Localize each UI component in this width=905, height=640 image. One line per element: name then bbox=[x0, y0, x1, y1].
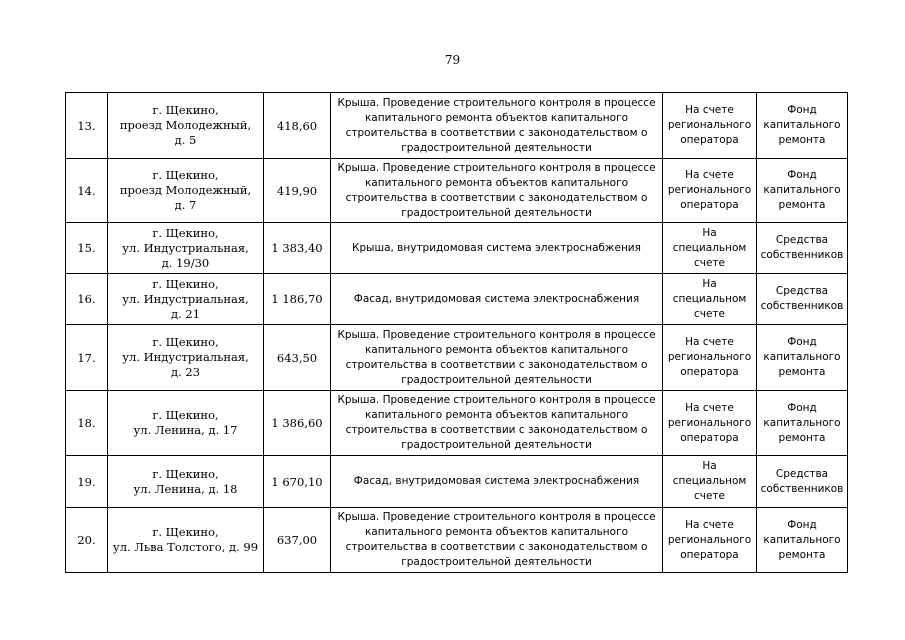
funding-source-cell bbox=[757, 508, 848, 573]
funding-line: ремонта bbox=[778, 199, 826, 211]
work-type-line: Крыша. Проведение строительного контроля в процессе bbox=[337, 511, 656, 523]
address-line: г. Щекино, bbox=[152, 525, 219, 539]
funding-line: ремонта bbox=[778, 134, 826, 146]
address-line: проезд Молодежный, bbox=[119, 183, 252, 197]
funding-source-cell bbox=[757, 391, 848, 456]
account-cell bbox=[663, 325, 757, 391]
address-cell bbox=[108, 274, 264, 325]
table-row bbox=[66, 391, 848, 456]
work-type-line: Крыша. Проведение строительного контроля в процессе bbox=[337, 328, 656, 341]
work-type-line: капитального ремонта объектов капитального bbox=[364, 526, 629, 538]
account-cell bbox=[663, 93, 757, 159]
address-cell bbox=[108, 508, 264, 573]
work-type-line: градостроительной деятельности bbox=[401, 373, 592, 386]
address-line: проезд Молодежный, bbox=[119, 118, 252, 132]
account-line: На bbox=[702, 277, 717, 290]
work-type-line: капитального ремонта объектов капитального bbox=[364, 409, 629, 421]
area-cell: 1 670,10 bbox=[264, 456, 331, 508]
area-cell: 1 386,60 bbox=[264, 391, 331, 456]
area-cell: 419,90 bbox=[264, 159, 331, 223]
funding-line: Средства bbox=[775, 234, 829, 246]
funding-line: Средства bbox=[775, 467, 829, 480]
account-line: оператора bbox=[680, 431, 739, 444]
account-line: оператора bbox=[680, 548, 739, 561]
funding-line: Фонд bbox=[787, 336, 817, 348]
funding-line: капитального bbox=[763, 416, 841, 429]
account-line: оператора bbox=[680, 199, 739, 211]
address-line: ул. Индустриальная, bbox=[122, 350, 249, 364]
work-type-cell bbox=[331, 223, 663, 274]
funding-line: ремонта bbox=[778, 548, 826, 561]
address-cell bbox=[108, 456, 264, 508]
address-line: д. 23 bbox=[170, 365, 201, 379]
address-cell bbox=[108, 325, 264, 391]
address-cell bbox=[108, 223, 264, 274]
funding-source-cell bbox=[757, 456, 848, 508]
account-line: специальном bbox=[672, 241, 747, 254]
funding-line: Средства bbox=[775, 285, 829, 297]
account-line: На счете bbox=[685, 104, 734, 116]
work-type-line: Крыша. Проведение строительного контроля в процессе bbox=[337, 394, 656, 406]
work-type-line: Крыша. Проведение строительного контроля в процессе bbox=[337, 161, 656, 174]
area-cell: 1 383,40 bbox=[264, 223, 331, 274]
funding-line: капитального bbox=[763, 119, 841, 131]
funding-line: собственников bbox=[760, 300, 844, 312]
account-line: регионального bbox=[667, 184, 752, 196]
row-number: 20. bbox=[66, 508, 108, 573]
funding-source-cell bbox=[757, 274, 848, 325]
funding-source-cell bbox=[757, 93, 848, 159]
work-type-line: Фасад, внутридомовая система электроснабжения bbox=[353, 475, 640, 487]
area-cell: 418,60 bbox=[264, 93, 331, 159]
funding-line: ремонта bbox=[778, 366, 826, 378]
work-type-cell bbox=[331, 456, 663, 508]
account-line: На счете bbox=[685, 336, 734, 348]
account-line: На bbox=[702, 226, 717, 239]
row-number: 16. bbox=[66, 274, 108, 325]
account-cell bbox=[663, 223, 757, 274]
work-type-line: Фасад, внутридомовая система электроснабжения bbox=[353, 292, 640, 305]
address-cell bbox=[108, 159, 264, 223]
work-type-line: градостроительной деятельности bbox=[401, 556, 592, 568]
address-line: г. Щекино, bbox=[152, 466, 219, 481]
work-type-line: капитального ремонта объектов капитального bbox=[364, 343, 629, 356]
account-line: счете bbox=[693, 256, 725, 269]
work-type-line: градостроительной деятельности bbox=[401, 439, 592, 451]
address-line: д. 5 bbox=[174, 133, 197, 147]
account-line: На счете bbox=[685, 518, 734, 531]
address-line: ул. Ленина, д. 17 bbox=[133, 423, 238, 437]
address-cell bbox=[108, 93, 264, 159]
work-type-line: капитального ремонта объектов капитального bbox=[364, 111, 629, 124]
account-line: На счете bbox=[685, 169, 734, 181]
work-type-line: строительства в соответствии с законодательством о bbox=[345, 541, 648, 553]
address-line: д. 19/30 bbox=[161, 255, 210, 270]
account-line: счете bbox=[693, 490, 725, 502]
funding-line: Фонд bbox=[787, 169, 817, 181]
funding-source-cell bbox=[757, 325, 848, 391]
account-line: На bbox=[702, 460, 717, 472]
address-line: г. Щекино, bbox=[152, 335, 219, 349]
funding-line: Фонд bbox=[787, 104, 817, 116]
address-line: г. Щекино, bbox=[152, 225, 219, 240]
work-type-line: Крыша. Проведение строительного контроля в процессе bbox=[337, 96, 656, 109]
table-row bbox=[66, 93, 848, 159]
account-line: регионального bbox=[667, 533, 752, 546]
work-type-cell bbox=[331, 508, 663, 573]
repair-plan-table bbox=[65, 92, 848, 573]
funding-line: ремонта bbox=[778, 431, 826, 444]
account-cell bbox=[663, 159, 757, 223]
account-cell bbox=[663, 274, 757, 325]
address-line: г. Щекино, bbox=[152, 408, 219, 422]
account-cell bbox=[663, 508, 757, 573]
work-type-cell bbox=[331, 274, 663, 325]
row-number: 15. bbox=[66, 223, 108, 274]
funding-line: капитального bbox=[763, 351, 841, 363]
funding-source-cell bbox=[757, 159, 848, 223]
funding-line: Фонд bbox=[787, 518, 817, 531]
account-line: счете bbox=[693, 307, 725, 320]
table-row bbox=[66, 274, 848, 325]
work-type-line: строительства в соответствии с законодательством о bbox=[345, 424, 648, 436]
address-line: д. 21 bbox=[170, 306, 201, 321]
area-cell: 637,00 bbox=[264, 508, 331, 573]
address-line: ул. Индустриальная, bbox=[122, 240, 249, 255]
account-line: оператора bbox=[680, 134, 739, 146]
address-line: ул. Льва Толстого, д. 99 bbox=[112, 540, 259, 554]
account-line: На счете bbox=[685, 401, 734, 414]
funding-line: собственников bbox=[760, 249, 844, 261]
row-number: 19. bbox=[66, 456, 108, 508]
work-type-line: строительства в соответствии с законодательством о bbox=[345, 126, 648, 139]
table-row bbox=[66, 223, 848, 274]
address-line: д. 7 bbox=[174, 198, 197, 212]
funding-line: капитального bbox=[763, 533, 841, 546]
work-type-line: строительства в соответствии с законодательством о bbox=[345, 358, 648, 371]
row-number: 18. bbox=[66, 391, 108, 456]
table-row bbox=[66, 325, 848, 391]
address-line: г. Щекино, bbox=[152, 276, 219, 291]
table-row bbox=[66, 159, 848, 223]
work-type-cell bbox=[331, 325, 663, 391]
table-row bbox=[66, 456, 848, 508]
row-number: 17. bbox=[66, 325, 108, 391]
account-line: регионального bbox=[667, 119, 752, 131]
area-cell: 1 186,70 bbox=[264, 274, 331, 325]
work-type-line: Крыша, внутридомовая система электроснабжения bbox=[352, 241, 641, 254]
work-type-line: градостроительной деятельности bbox=[401, 141, 592, 154]
account-cell bbox=[663, 391, 757, 456]
account-line: регионального bbox=[667, 351, 752, 363]
address-line: ул. Ленина, д. 18 bbox=[133, 481, 238, 496]
work-type-cell bbox=[331, 391, 663, 456]
address-line: г. Щекино, bbox=[152, 103, 219, 117]
address-line: ул. Индустриальная, bbox=[122, 291, 249, 306]
account-line: специальном bbox=[672, 292, 747, 305]
page-number: 79 bbox=[444, 53, 461, 67]
funding-line: собственников bbox=[760, 482, 844, 495]
row-number: 13. bbox=[66, 93, 108, 159]
work-type-line: строительства в соответствии с законодательством о bbox=[345, 191, 648, 204]
table-row bbox=[66, 508, 848, 573]
work-type-cell bbox=[331, 159, 663, 223]
area-cell: 643,50 bbox=[264, 325, 331, 391]
account-line: оператора bbox=[680, 366, 739, 378]
work-type-line: капитального ремонта объектов капитального bbox=[364, 176, 629, 189]
address-line: г. Щекино, bbox=[152, 168, 219, 182]
row-number: 14. bbox=[66, 159, 108, 223]
work-type-line: градостроительной деятельности bbox=[401, 206, 592, 219]
work-type-cell bbox=[331, 93, 663, 159]
account-cell bbox=[663, 456, 757, 508]
account-line: регионального bbox=[667, 416, 752, 429]
funding-line: Фонд bbox=[787, 401, 817, 414]
account-line: специальном bbox=[672, 475, 747, 487]
funding-source-cell bbox=[757, 223, 848, 274]
address-cell bbox=[108, 391, 264, 456]
funding-line: капитального bbox=[763, 184, 841, 196]
